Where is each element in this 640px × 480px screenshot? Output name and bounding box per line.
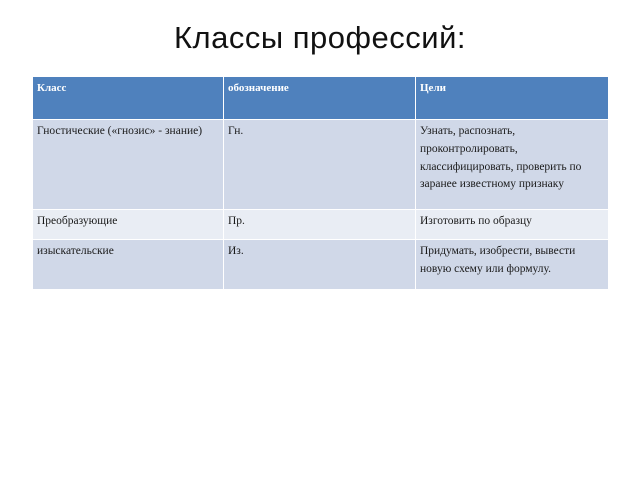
professions-table xyxy=(32,76,609,290)
table-row xyxy=(33,210,609,240)
table-row xyxy=(33,240,609,290)
cell-abbreviation: Гн. xyxy=(224,120,416,210)
table-header-row xyxy=(33,77,609,120)
header-abbreviation: обозначение xyxy=(224,77,416,120)
header-class: Класс xyxy=(33,77,224,120)
cell-goal: Придумать, изобрести, вывести новую схему или формулу. xyxy=(416,240,609,290)
cell-class: Гностические («гнозис» - знание) xyxy=(33,120,224,210)
table-row xyxy=(33,120,609,210)
slide-title: Классы профессий: xyxy=(173,20,467,55)
cell-class: изыскательские xyxy=(33,240,224,290)
cell-abbreviation: Пр. xyxy=(224,210,416,240)
cell-goal: Изготовить по образцу xyxy=(416,210,609,240)
cell-abbreviation: Из. xyxy=(224,240,416,290)
cell-class: Преобразующие xyxy=(33,210,224,240)
header-goals: Цели xyxy=(416,77,609,120)
cell-goal: Узнать, распознать, проконтролировать, классифицировать, проверить по заранее известному признаку xyxy=(416,120,609,210)
